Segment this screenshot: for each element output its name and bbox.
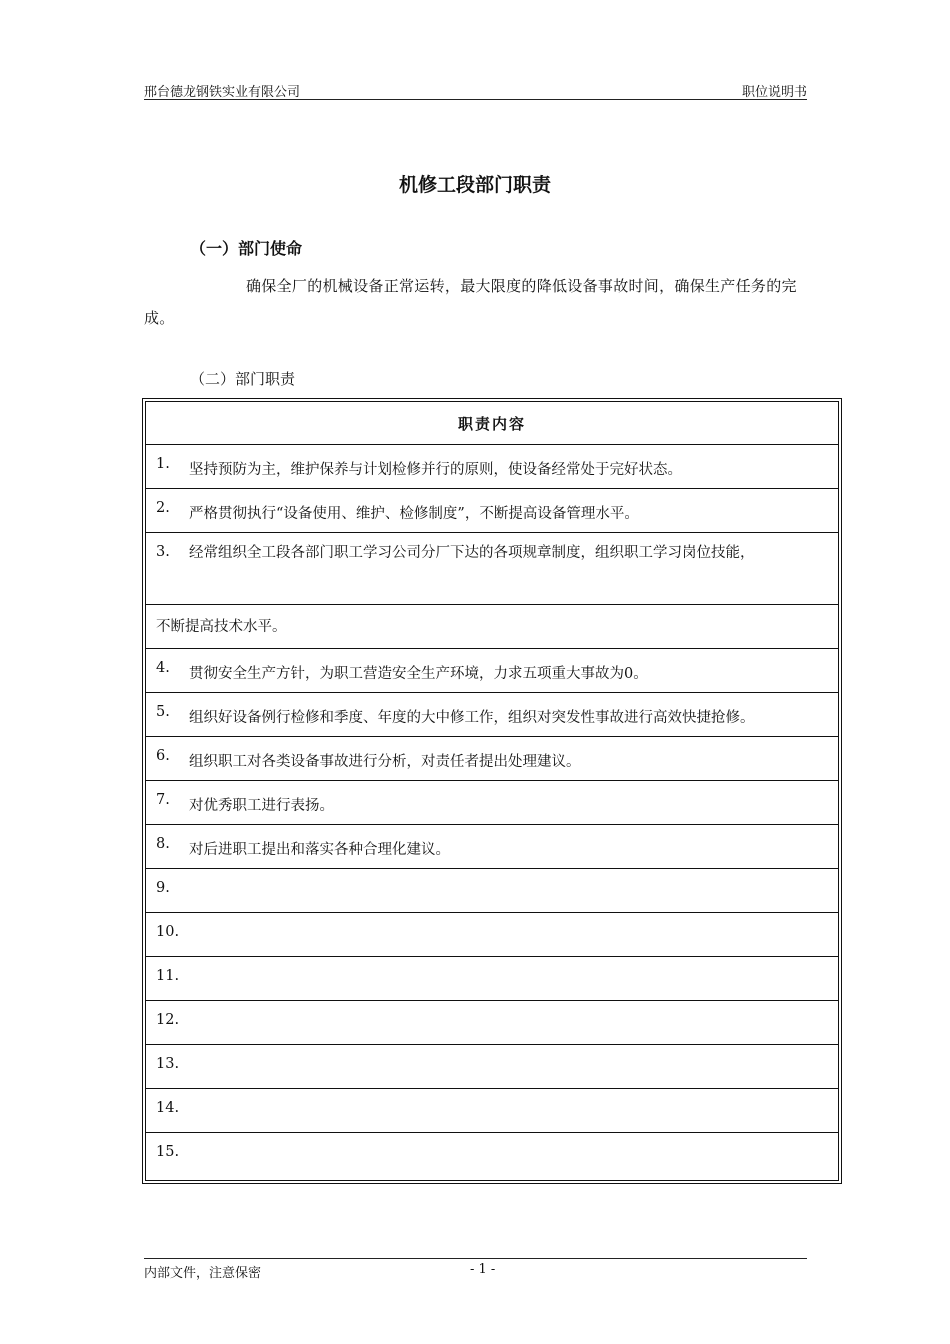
header-doc-type: 职位说明书 [741, 85, 807, 100]
row-text: 经常组织全工段各部门职工学习公司分厂下达的各项规章制度，组织职工学习岗位技能， [189, 545, 755, 561]
row-text: 贯彻安全生产方针，为职工营造安全生产环境，力求五项重大事故为0。 [189, 666, 648, 682]
footer-confidential: 内部文件，注意保密 [144, 1266, 262, 1281]
table-header: 职责内容 [146, 402, 838, 445]
header-divider [144, 99, 807, 100]
row-number: 14. [156, 1100, 180, 1116]
duties-table [142, 398, 842, 1184]
row-number: 5. [156, 704, 170, 720]
row-number: 9. [156, 880, 170, 896]
row-number: 2. [156, 500, 170, 516]
row-number: 8. [156, 836, 170, 852]
table-row [146, 445, 838, 489]
row-number: 6. [156, 748, 170, 764]
table-row [146, 693, 838, 737]
row-text: 严格贯彻执行“设备使用、维护、检修制度”，不断提高设备管理水平。 [189, 506, 639, 522]
row-number: 1. [156, 456, 170, 472]
section-mission-heading: （一）部门使命 [190, 239, 303, 258]
table-row [146, 1045, 838, 1089]
row-text: 对后进职工提出和落实各种合理化建议。 [189, 842, 450, 858]
row-number: 15. [156, 1144, 180, 1160]
header-company: 邢台德龙钢铁实业有限公司 [144, 85, 301, 100]
row-number: 7. [156, 792, 170, 808]
table-row [146, 825, 838, 869]
table-row [146, 605, 838, 649]
section-duties-heading: （二）部门职责 [190, 370, 296, 388]
row-text: 不断提高技术水平。 [156, 619, 287, 635]
table-row [146, 781, 838, 825]
row-text: 组织好设备例行检修和季度、年度的大中修工作，组织对突发性事故进行高效快捷抢修。 [189, 710, 755, 726]
row-number: 12. [156, 1012, 180, 1028]
table-row [146, 869, 838, 913]
row-text: 对优秀职工进行表扬。 [189, 798, 334, 814]
page-title: 机修工段部门职责 [398, 174, 551, 196]
table-row [146, 737, 838, 781]
row-number: 3. [156, 544, 170, 560]
table-row [146, 533, 838, 605]
table-row [146, 489, 838, 533]
table-row [146, 913, 838, 957]
footer-divider [144, 1258, 807, 1259]
table-row [146, 1089, 838, 1133]
footer-page-number: - 1 - [470, 1262, 496, 1277]
table-row [146, 649, 838, 693]
table-row [146, 1001, 838, 1045]
table-row [146, 1133, 838, 1177]
row-text: 坚持预防为主，维护保养与计划检修并行的原则，使设备经常处于完好状态。 [189, 462, 682, 478]
row-number: 10. [156, 924, 180, 940]
row-text: 组织职工对各类设备事故进行分析，对责任者提出处理建议。 [189, 754, 581, 770]
row-number: 13. [156, 1056, 180, 1072]
section-mission-text: 确保全厂的机械设备正常运转，最大限度的降低设备事故时间，确保生产任务的完成。 [144, 277, 797, 327]
row-number: 11. [156, 968, 180, 984]
table-row [146, 957, 838, 1001]
row-number: 4. [156, 660, 170, 676]
